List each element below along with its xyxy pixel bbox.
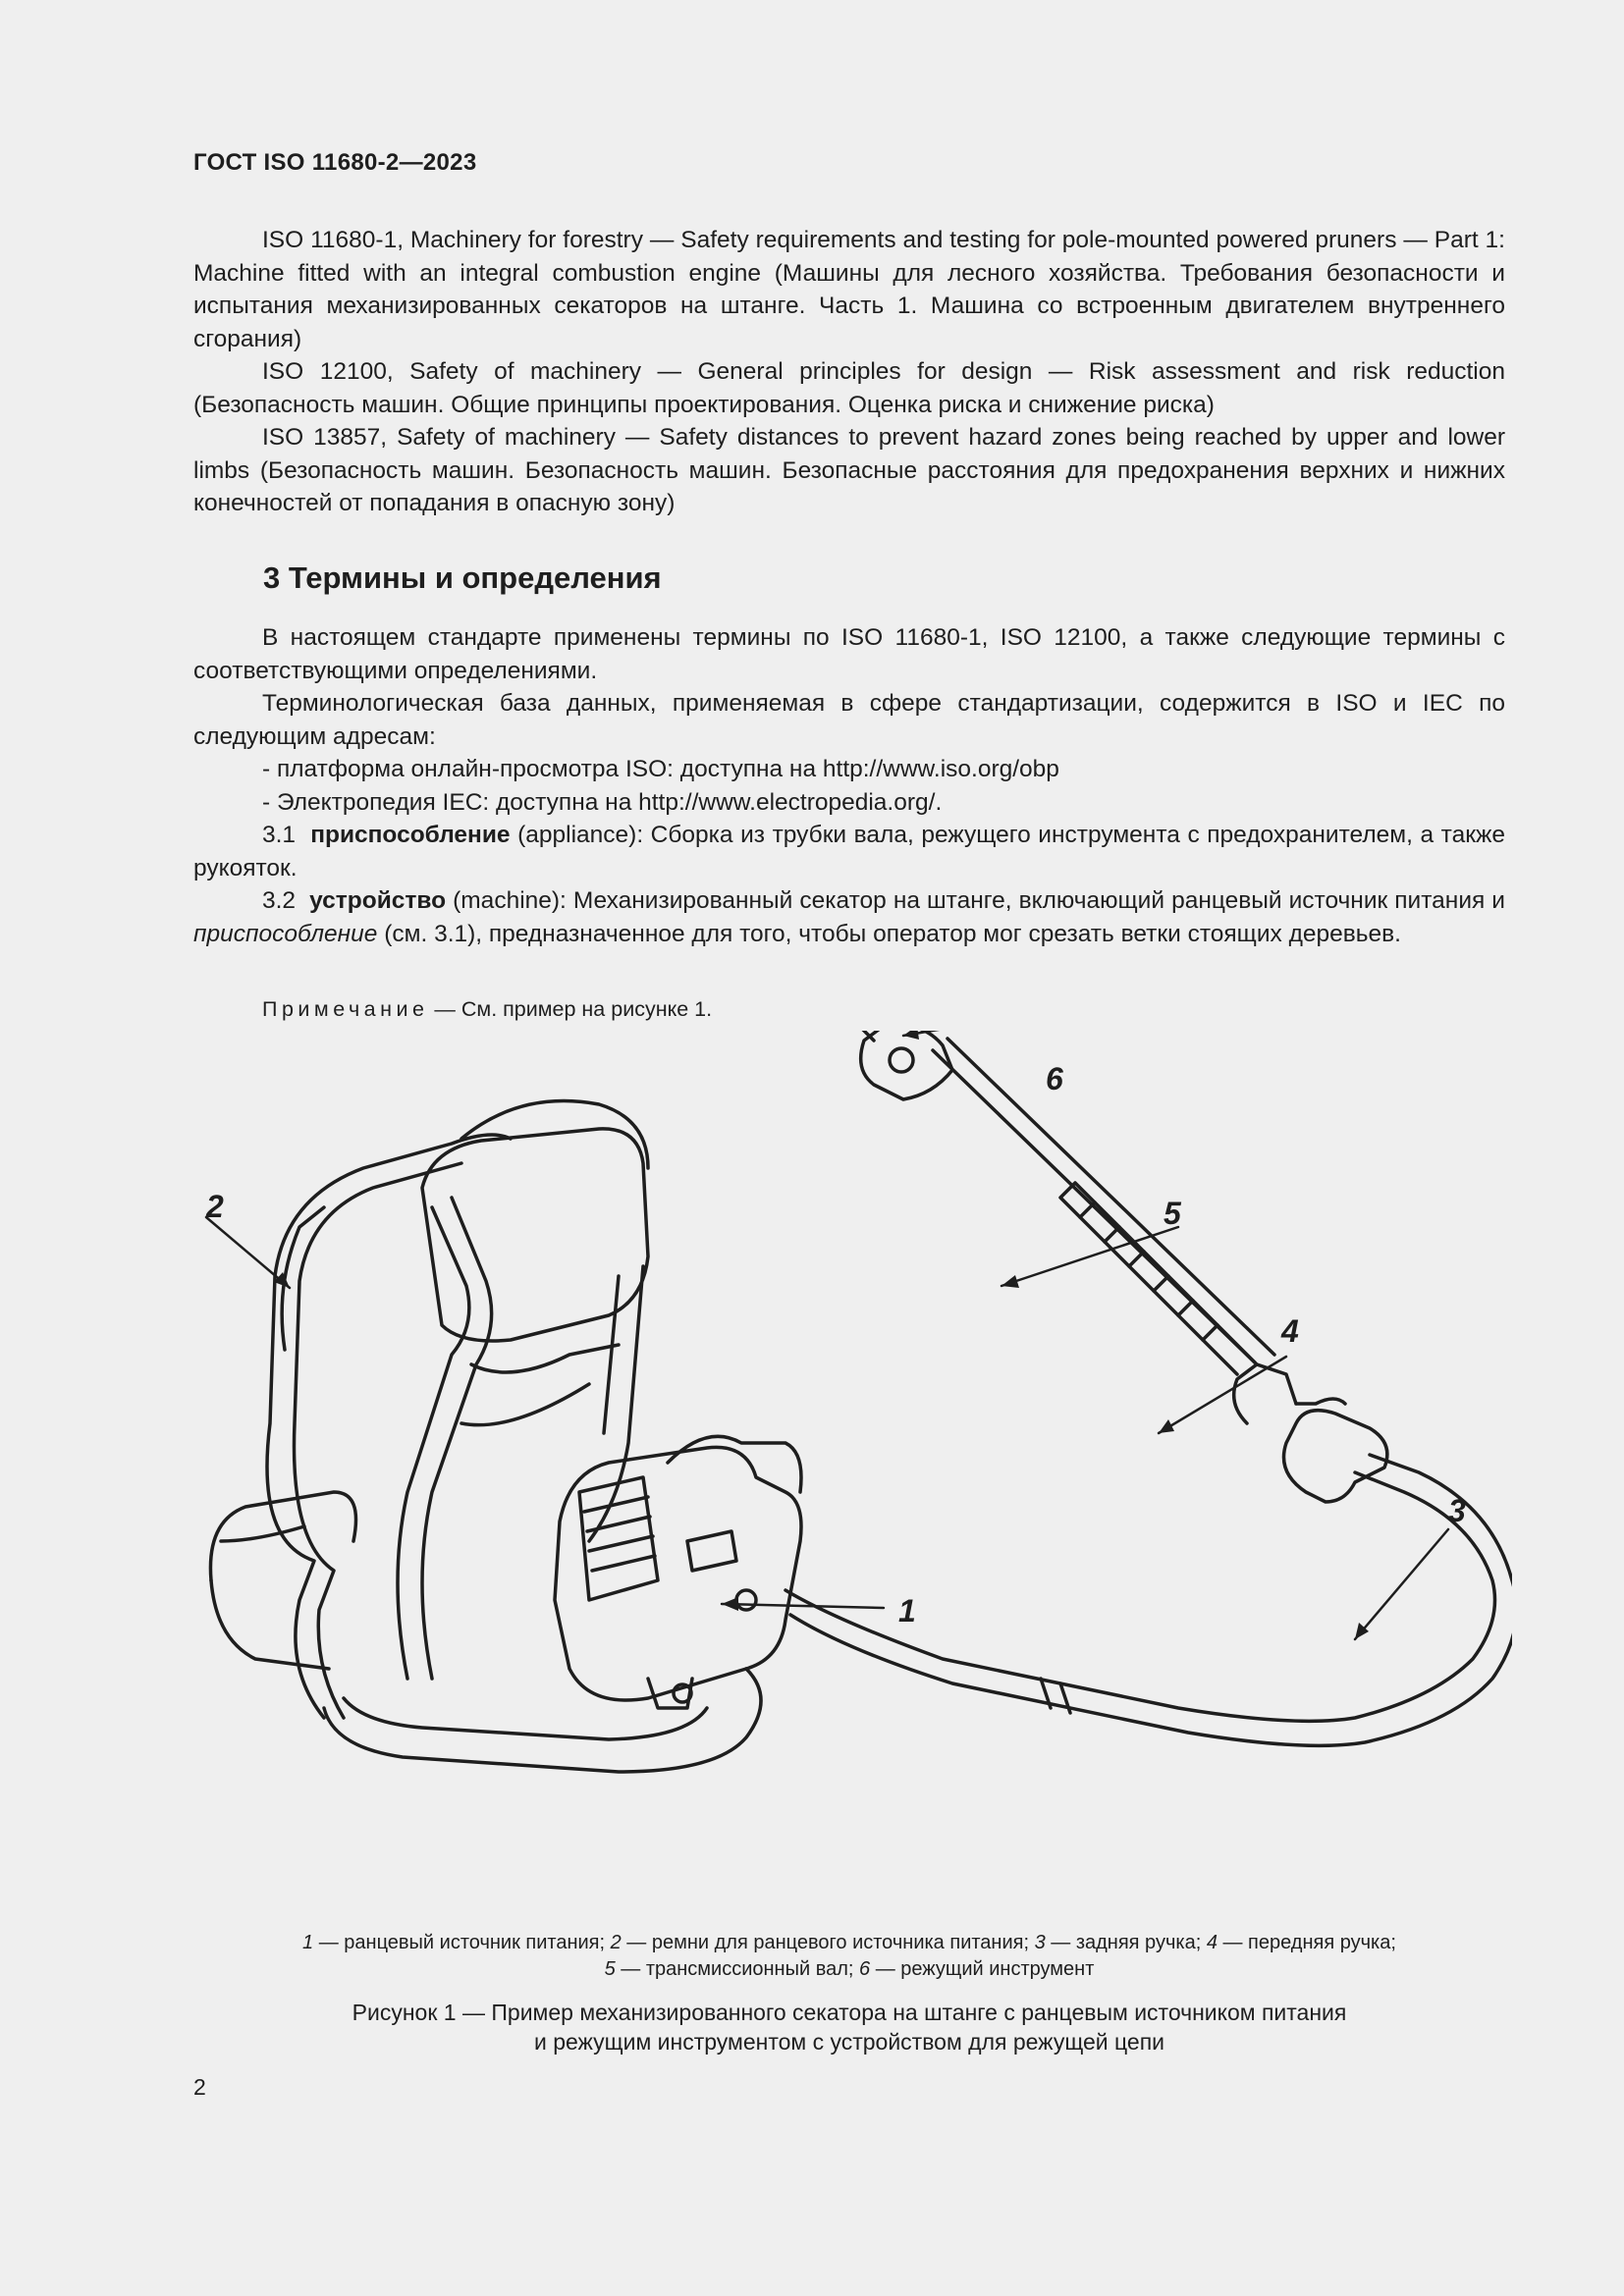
page-number: 2 xyxy=(193,2074,206,2100)
callouts xyxy=(206,1031,1448,1639)
pole-shaft xyxy=(933,1039,1274,1374)
term-name: устройство xyxy=(309,887,447,914)
term-number: 3.2 xyxy=(262,887,297,914)
figure-label-6: 6 xyxy=(1046,1061,1063,1096)
legend-number: 6 xyxy=(859,1958,871,1980)
figure-legend xyxy=(193,1930,1505,1983)
caption-line-2: и режущим инструментом с устройством для режущей цепи xyxy=(533,2029,1165,2055)
term-text-tail: (см. 3.1), предназначенное для того, чтобы оператор мог срезать ветки стоящих деревьев. xyxy=(377,920,1401,947)
legend-text: — задняя ручка; xyxy=(1045,1932,1207,1953)
figure-label-1: 1 xyxy=(898,1593,916,1629)
backpack-frame xyxy=(210,1101,761,1772)
list-item-iso-obp: - платформа онлайн-просмотра ISO: доступна на http://www.iso.org/obp xyxy=(262,756,1059,782)
note-label: Примечание xyxy=(262,997,429,1021)
term-definition-3-1 xyxy=(193,819,1505,884)
figure-label-4: 4 xyxy=(1281,1313,1299,1349)
note-text: — См. пример на рисунке 1. xyxy=(428,997,713,1021)
legend-number: 1 xyxy=(302,1932,314,1953)
legend-text: — ремни для ранцевого источника питания; xyxy=(621,1932,1035,1953)
term-name: приспособление xyxy=(310,822,511,848)
term-reference: приспособление xyxy=(193,920,378,947)
legend-line-2 xyxy=(193,1956,1505,1983)
legend-text: — трансмиссионный вал; xyxy=(615,1958,860,1980)
standard-header: ГОСТ ISO 11680-2—2023 xyxy=(193,149,477,176)
note xyxy=(262,997,712,1022)
legend-number: 3 xyxy=(1034,1932,1046,1953)
figure-pole-pruner-drawing xyxy=(196,1031,1512,1914)
list-item-electropedia: - Электропедия IEC: доступна на http://www.electropedia.org/. xyxy=(262,788,943,816)
legend-text: — ранцевый источник питания; xyxy=(313,1932,611,1953)
term-text: (appliance): Сборка из трубки вала, режущего инструмента с предохранителем, а также рукояток. xyxy=(193,822,1505,881)
rear-handle xyxy=(1234,1364,1387,1502)
figure-label-2: 2 xyxy=(206,1189,224,1224)
intro-paragraph-1: В настоящем стандарте применены термины по ISO 11680-1, ISO 12100, а также следующие термины с соответствующими определениями. xyxy=(193,624,1505,684)
term-definition-3-2 xyxy=(193,884,1505,950)
callout-arrowheads xyxy=(274,1031,1369,1639)
engine-unit xyxy=(555,1436,801,1708)
legend-line-1 xyxy=(193,1930,1505,1956)
cutting-head xyxy=(820,1031,952,1099)
references-block xyxy=(193,224,1505,520)
legend-number: 2 xyxy=(610,1932,622,1953)
figure-label-3: 3 xyxy=(1448,1493,1466,1528)
term-number: 3.1 xyxy=(262,822,297,848)
section-body xyxy=(193,621,1505,950)
legend-text: — передняя ручка; xyxy=(1217,1932,1396,1953)
figure-label-5: 5 xyxy=(1164,1196,1181,1231)
intro-paragraph-2: Терминологическая база данных, применяемая в сфере стандартизации, содержится в ISO и IEC по следующим адресам: xyxy=(193,690,1505,750)
figure-caption xyxy=(193,1998,1505,2056)
reference-iso-13857: ISO 13857, Safety of machinery — Safety distances to prevent hazard zones being reached by upper and lower limbs (Безопасность машин. Безопасность машин. Безопасные расстояния для предохранения верхних и нижних конечностей от попадания в опасную зону) xyxy=(193,424,1505,516)
legend-number: 5 xyxy=(604,1958,616,1980)
reference-iso-11680-1: ISO 11680-1, Machinery for forestry — Safety requirements and testing for pole-mounted powered pruners — Part 1: Machine fitted with an integral combustion engine (Машины для лесного хозяйства. Требования безопасности и испытания механизированных секаторов на штанге. Часть 1. Машина со встроенным двигателем внутреннего сгорания) xyxy=(193,227,1505,352)
reference-iso-12100: ISO 12100, Safety of machinery — General principles for design — Risk assessment and risk reduction (Безопасность машин. Общие принципы проектирования. Оценка риска и снижение риска) xyxy=(193,358,1505,418)
legend-number: 4 xyxy=(1206,1932,1218,1953)
section-title: 3 Термины и определения xyxy=(263,561,662,595)
flexible-shaft xyxy=(785,1455,1512,1745)
legend-text: — режущий инструмент xyxy=(870,1958,1095,1980)
caption-line-1: Рисунок 1 — Пример механизированного секатора на штанге с ранцевым источником питания xyxy=(352,2000,1347,2025)
term-text: (machine): Механизированный секатор на штанге, включающий ранцевый источник питания и xyxy=(446,887,1505,914)
